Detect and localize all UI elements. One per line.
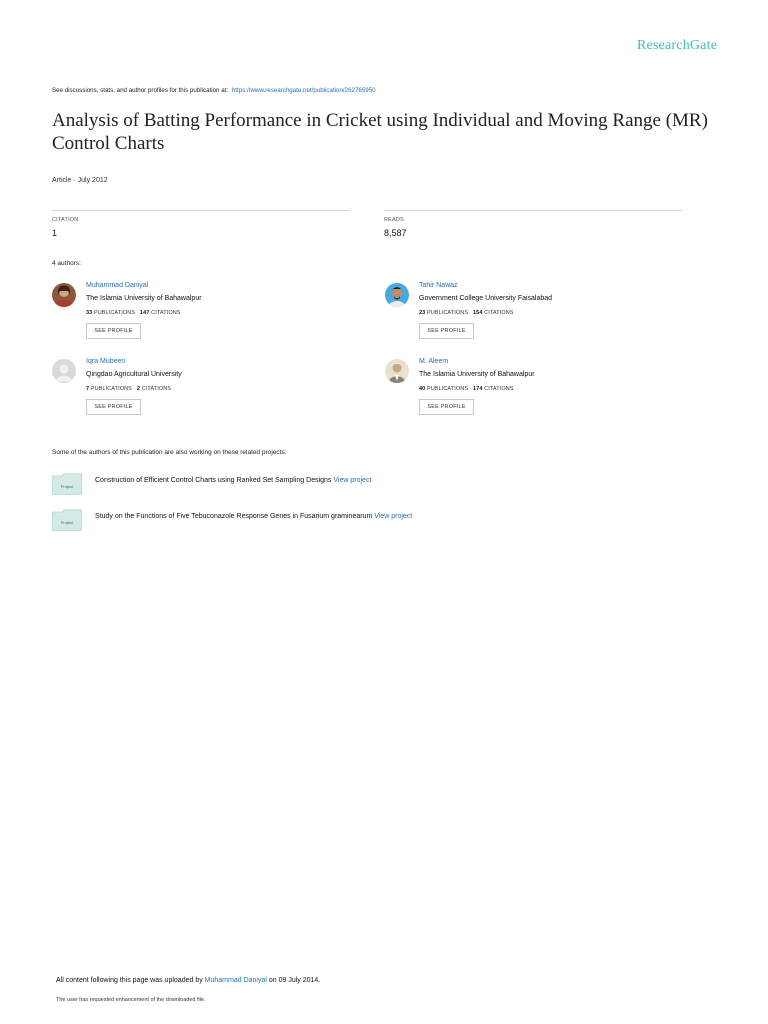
see-profile-button[interactable]: SEE PROFILE — [86, 323, 141, 339]
project-folder-icon[interactable] — [52, 509, 82, 531]
author-counts — [86, 310, 181, 316]
project-title: Study on the Functions of Five Tebuconazole Response Genes in Fusarium graminearum — [95, 513, 373, 520]
citation-count: 154 — [473, 310, 483, 316]
upload-note — [56, 977, 320, 984]
author-card — [52, 283, 352, 353]
project-icon-label: Project — [60, 484, 74, 489]
author-affiliation: Government College University Faisalabad — [419, 295, 553, 302]
citation-count: 2 — [136, 386, 141, 392]
publication-url-link[interactable]: https://www.researchgate.net/publication/262765950 — [231, 87, 376, 94]
author-affiliation: The Islamia University of Bahawalpur — [86, 295, 202, 302]
discussion-text: See discussions, stats, and author profiles for this publication at: — [52, 87, 229, 94]
view-project-link[interactable]: View project — [333, 477, 372, 484]
authors-heading: 4 authors: — [52, 260, 81, 267]
author-card — [52, 359, 352, 429]
publication-count: 33 — [86, 310, 93, 316]
citation-label: CITATION — [52, 217, 79, 223]
project-item — [52, 473, 652, 497]
author-affiliation: Qingdao Agricultural University — [86, 371, 182, 378]
enhancement-note: The user has requested enhancement of the downloaded file. — [56, 997, 206, 1003]
see-profile-button[interactable]: SEE PROFILE — [419, 323, 474, 339]
author-name-link[interactable]: Tahir Nawaz — [419, 282, 458, 289]
article-meta: Article · July 2012 — [52, 177, 108, 184]
project-line — [95, 477, 371, 484]
author-counts — [86, 386, 171, 392]
discussion-line — [52, 87, 376, 94]
author-avatar[interactable] — [52, 283, 76, 307]
citation-count: 147 — [140, 310, 150, 316]
citations-label: CITATIONS — [151, 310, 181, 316]
citations-label: CITATIONS — [141, 386, 172, 392]
author-avatar[interactable] — [52, 359, 76, 383]
author-avatar[interactable] — [385, 283, 409, 307]
publications-label: PUBLICATIONS — [90, 386, 132, 392]
citations-label: CITATIONS — [484, 386, 514, 392]
upload-prefix: All content following this page was uploaded by — [56, 977, 203, 984]
author-card — [385, 359, 685, 429]
project-folder-icon[interactable] — [52, 473, 82, 495]
publications-label: PUBLICATIONS — [426, 386, 469, 392]
author-photo-icon — [385, 359, 409, 383]
publications-label: PUBLICATIONS — [426, 310, 469, 316]
citation-count: 174 — [473, 386, 483, 392]
researchgate-logo[interactable]: ResearchGate — [637, 38, 718, 53]
citation-count: 1 — [52, 228, 58, 238]
see-profile-button[interactable]: SEE PROFILE — [86, 399, 141, 415]
publication-count: 40 — [419, 386, 426, 392]
project-title: Construction of Efficient Control Charts using Ranked Set Sampling Designs — [95, 477, 332, 484]
author-photo-icon — [52, 283, 76, 307]
project-icon-label: Project — [60, 520, 74, 525]
author-affiliation: The Islamia University of Bahawalpur — [419, 371, 535, 378]
related-projects-heading: Some of the authors of this publication are also working on these related projects: — [52, 449, 287, 456]
divider-right — [384, 210, 682, 211]
citations-label: CITATIONS — [484, 310, 514, 316]
author-name-link[interactable]: Muhammad Daniyal — [86, 282, 149, 289]
author-photo-icon — [385, 283, 409, 307]
project-item — [52, 509, 652, 533]
view-project-link[interactable]: View project — [374, 513, 413, 520]
upload-suffix: on 09 July 2014. — [268, 977, 321, 984]
uploader-link[interactable]: Muhammad Daniyal — [204, 977, 267, 984]
author-counts — [419, 386, 514, 392]
publication-count: 23 — [419, 310, 426, 316]
publications-label: PUBLICATIONS — [93, 310, 136, 316]
see-profile-button[interactable]: SEE PROFILE — [419, 399, 474, 415]
publication-title: Analysis of Batting Performance in Cricket using Individual and Moving Range (MR) Control Charts — [52, 110, 708, 154]
author-counts — [419, 310, 514, 316]
divider-left — [52, 210, 350, 211]
author-card — [385, 283, 685, 353]
reads-label: READS — [384, 217, 404, 223]
project-line — [95, 513, 412, 520]
author-name-link[interactable]: M. Aleem — [419, 358, 449, 365]
publication-count: 7 — [86, 386, 90, 392]
user-placeholder-icon — [52, 359, 76, 383]
author-name-link[interactable]: Iqra Mubeen — [86, 358, 126, 365]
author-avatar[interactable] — [385, 359, 409, 383]
reads-count: 8,587 — [384, 228, 407, 238]
